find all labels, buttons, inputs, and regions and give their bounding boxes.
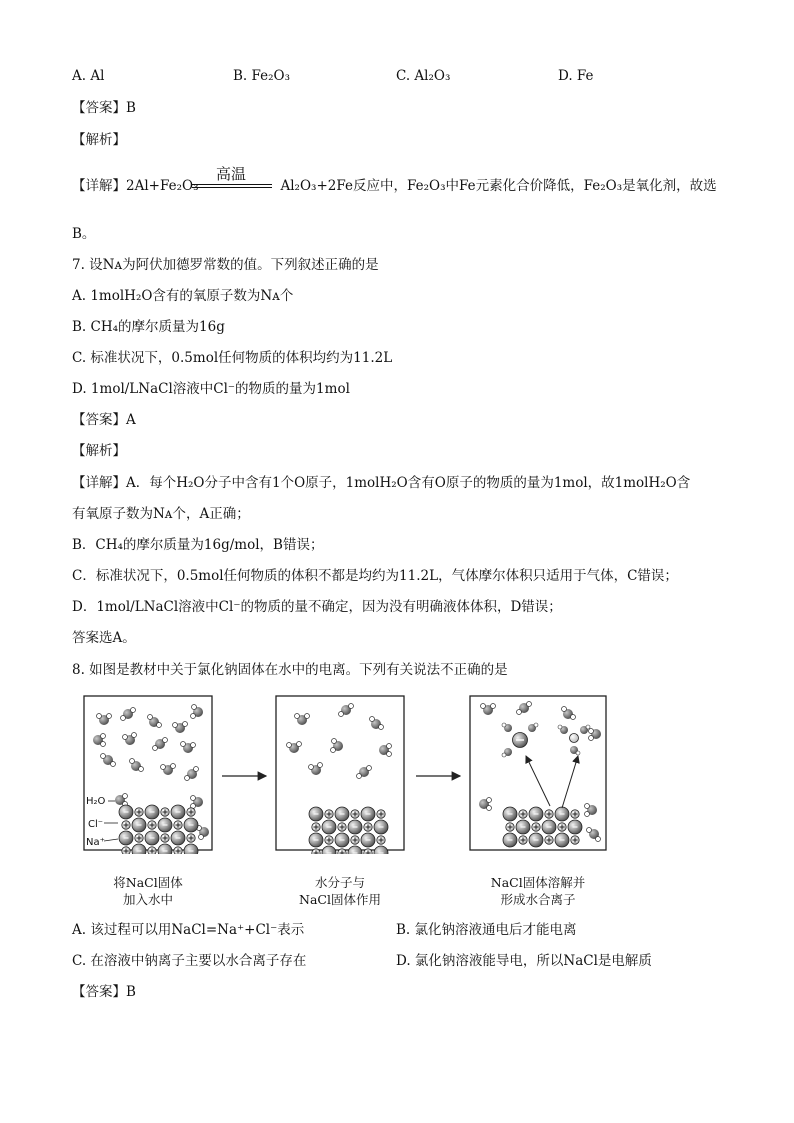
q8-option-b: B. 氯化钠溶液通电后才能电离: [396, 922, 577, 938]
q8-answer: [72, 982, 136, 1002]
caption-panel-1-line-1: 将NaCl固体: [113, 875, 183, 890]
q7-detail-line-1: [72, 473, 690, 493]
answer-tag: 【答案】: [72, 100, 126, 116]
q7-detail-line-5: D．1mol/LNaCl溶液中Cl⁻的物质的量不确定，因为没有明确液体体积，D错误；: [72, 599, 562, 615]
answer-value: A: [126, 412, 136, 428]
q6-analysis-tag: 【解析】: [72, 132, 126, 148]
q8-option-c: C. 在溶液中钠离子主要以水合离子存在: [72, 953, 307, 969]
caption-panel-3-line-2: 形成水合离子: [500, 892, 576, 907]
cl-ion: [184, 844, 198, 854]
cl-ion: [132, 844, 146, 854]
label-h2o: H₂O: [86, 796, 106, 807]
label-cl: Cl⁻: [88, 819, 104, 830]
caption-panel-3-line-1: NaCl固体溶解并: [490, 875, 586, 890]
label-na: Na⁺: [86, 837, 105, 848]
equation-left: 2Al+Fe₂O₃: [126, 178, 199, 194]
q7-option-d: D. 1mol/LNaCl溶液中Cl⁻的物质的量为1mol: [72, 381, 350, 397]
caption-panel-2: [276, 874, 404, 908]
q6-detail-end: B。: [72, 226, 96, 242]
caption-panel-1: [84, 874, 212, 908]
q7-analysis-tag: 【解析】: [72, 443, 126, 459]
q6-option-a: A. Al: [72, 68, 105, 84]
q8-stem: 8. 如图是教材中关于氯化钠固体在水中的电离。下列有关说法不正确的是: [72, 662, 508, 678]
caption-panel-1-line-2: 加入水中: [122, 892, 173, 907]
equation-bar-bottom: [192, 187, 272, 188]
answer-value: B: [126, 984, 136, 1000]
equation-bar-top: [192, 184, 272, 185]
q7-option-a: A. 1molH₂O含有的氧原子数为Nᴀ个: [72, 288, 294, 304]
detail-text: A．每个H₂O分子中含有1个O原子，1molH₂O含有O原子的物质的量为1mol，故1molH₂O含: [126, 475, 691, 491]
answer-tag: 【答案】: [72, 412, 126, 428]
nacl-dissolution-figure: [80, 694, 620, 854]
q6-option-b: B. Fe₂O₃: [233, 68, 291, 84]
caption-panel-3: [470, 874, 606, 908]
detail-text: 反应中，Fe₂O₃中Fe元素化合价降低，Fe₂O₃是氧化剂，故选: [352, 178, 717, 194]
q7-option-c: C. 标准状况下，0.5mol任何物质的体积均约为11.2L: [72, 350, 393, 366]
q6-option-d: D. Fe: [558, 68, 594, 84]
q7-answer: [72, 410, 136, 430]
q7-detail-line-4: C．标准状况下，0.5mol任何物质的体积不都是均约为11.2L，气体摩尔体积只适用于气体，C错误；: [72, 568, 678, 584]
q7-conclusion: 答案选A。: [72, 630, 136, 646]
answer-value: B: [126, 100, 136, 116]
q7-option-b: B. CH₄的摩尔质量为16g: [72, 319, 225, 335]
cl-ion: [158, 844, 172, 854]
answer-tag: 【答案】: [72, 984, 126, 1000]
q8-option-d: D. 氯化钠溶液能导电，所以NaCl是电解质: [396, 953, 652, 969]
q7-detail-line-2: 有氧原子数为Nᴀ个，A正确；: [72, 506, 250, 522]
q7-stem: 7. 设Nᴀ为阿伏加德罗常数的值。下列叙述正确的是: [72, 257, 379, 273]
detail-tag: 【详解】: [72, 178, 126, 194]
equation-right: Al₂O₃+2Fe: [280, 178, 353, 194]
caption-panel-2-line-2: NaCl固体作用: [299, 892, 381, 907]
q6-option-c: C. Al₂O₃: [396, 68, 451, 84]
q8-option-a: A. 该过程可以用NaCl=Na⁺+Cl⁻表示: [72, 922, 305, 938]
q7-detail-line-3: B．CH₄的摩尔质量为16g/mol，B错误；: [72, 537, 324, 553]
equation-condition: 高温: [216, 165, 247, 183]
q6-detail-line: [72, 176, 717, 196]
caption-panel-2-line-1: 水分子与: [314, 875, 365, 890]
q6-answer: [72, 98, 136, 118]
detail-tag: 【详解】: [72, 475, 126, 491]
